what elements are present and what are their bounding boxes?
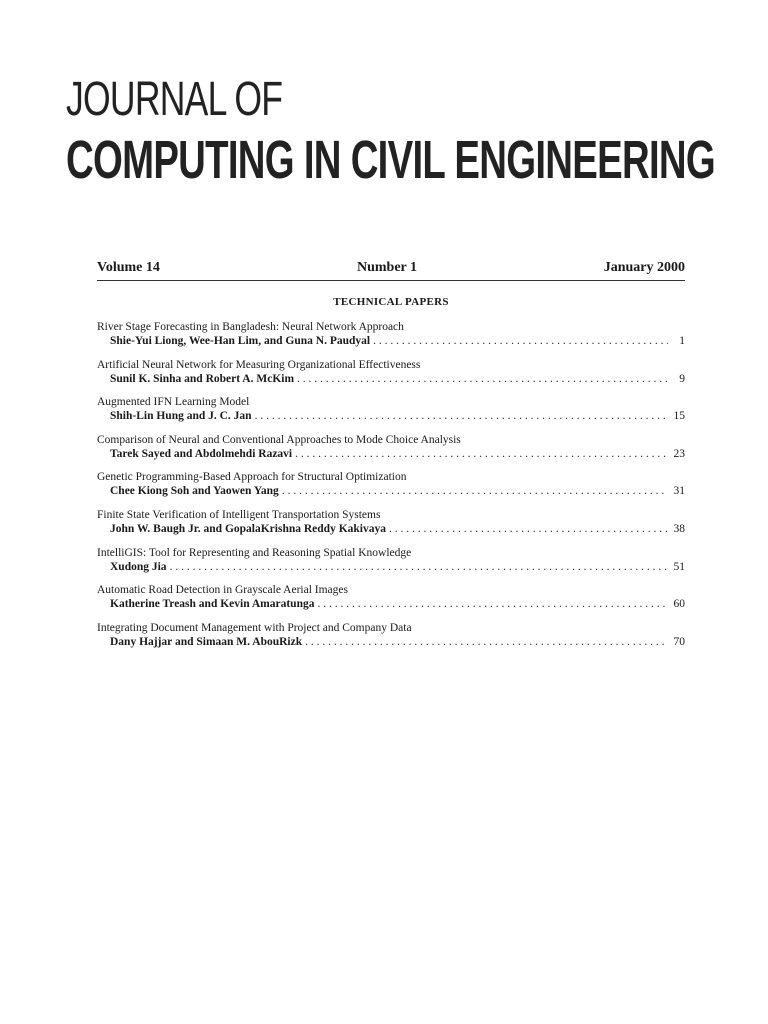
masthead-line-2: COMPUTING IN CIVIL ENGINEERING <box>66 130 715 190</box>
paper-authors: Katherine Treash and Kevin Amaratunga <box>110 598 315 611</box>
toc-entry <box>97 433 685 471</box>
paper-title: Automatic Road Detection in Grayscale Aerial Images <box>97 584 348 597</box>
dot-leader <box>255 409 668 423</box>
paper-title: IntelliGIS: Tool for Representing and Reasoning Spatial Knowledge <box>97 546 412 559</box>
page-number: 9 <box>679 372 685 385</box>
dot-leader <box>297 372 668 386</box>
paper-authors: Sunil K. Sinha and Robert A. McKim <box>110 372 295 385</box>
paper-authors: Tarek Sayed and Abdolmehdi Razavi <box>110 447 293 460</box>
masthead-line-1: JOURNAL OF <box>66 73 283 126</box>
toc-entry <box>97 583 685 621</box>
paper-authors: Dany Hajjar and Simaan M. AbouRizk <box>110 635 303 648</box>
dot-leader <box>317 597 668 611</box>
toc-entry <box>97 546 685 584</box>
paper-title: Augmented IFN Learning Model <box>97 396 250 409</box>
dot-leader <box>295 447 668 461</box>
page-number: 15 <box>673 410 685 423</box>
paper-title: Artificial Neural Network for Measuring Organizational Effectiveness <box>97 358 421 371</box>
paper-authors: John W. Baugh Jr. and GopalaKrishna Reddy Kakivaya <box>110 522 386 535</box>
dot-leader <box>282 484 668 498</box>
dot-leader <box>305 635 668 649</box>
issue-info-bar <box>97 260 685 281</box>
paper-title: Comparison of Neural and Conventional Approaches to Mode Choice Analysis <box>97 433 461 446</box>
page-number: 31 <box>673 485 685 498</box>
journal-masthead <box>66 72 746 190</box>
paper-authors: Xudong Jia <box>110 560 167 573</box>
paper-authors: Shie-Yui Liong, Wee-Han Lim, and Guna N. Paudyal <box>110 335 371 347</box>
toc-entry <box>97 621 685 659</box>
paper-title: Finite State Verification of Intelligent Transportation Systems <box>97 508 381 521</box>
issue-date: January 2000 <box>603 260 685 275</box>
paper-authors: Chee Kiong Soh and Yaowen Yang <box>110 485 279 498</box>
issue-number: Number 1 <box>357 260 418 275</box>
dot-leader <box>389 522 668 536</box>
toc-entry <box>97 320 685 358</box>
dot-leader <box>373 334 668 348</box>
paper-authors: Shih-Lin Hung and J. C. Jan <box>110 410 252 423</box>
toc-entry <box>97 358 685 396</box>
paper-title: Genetic Programming-Based Approach for Structural Optimization <box>97 471 407 484</box>
page-number: 38 <box>673 522 685 535</box>
page-number: 60 <box>673 598 685 611</box>
table-of-contents <box>97 320 685 658</box>
toc-entry <box>97 470 685 508</box>
page-number: 1 <box>679 335 685 347</box>
issue-volume: Volume 14 <box>97 260 160 275</box>
page-number: 23 <box>673 447 685 460</box>
paper-title: Integrating Document Management with Project and Company Data <box>97 621 412 634</box>
toc-entry <box>97 508 685 546</box>
dot-leader <box>170 560 668 574</box>
toc-entry <box>97 395 685 433</box>
page-number: 51 <box>673 560 685 573</box>
section-title: TECHNICAL PAPERS <box>333 296 449 308</box>
paper-title: River Stage Forecasting in Bangladesh: Neural Network Approach <box>97 321 404 333</box>
page-number: 70 <box>673 635 685 648</box>
